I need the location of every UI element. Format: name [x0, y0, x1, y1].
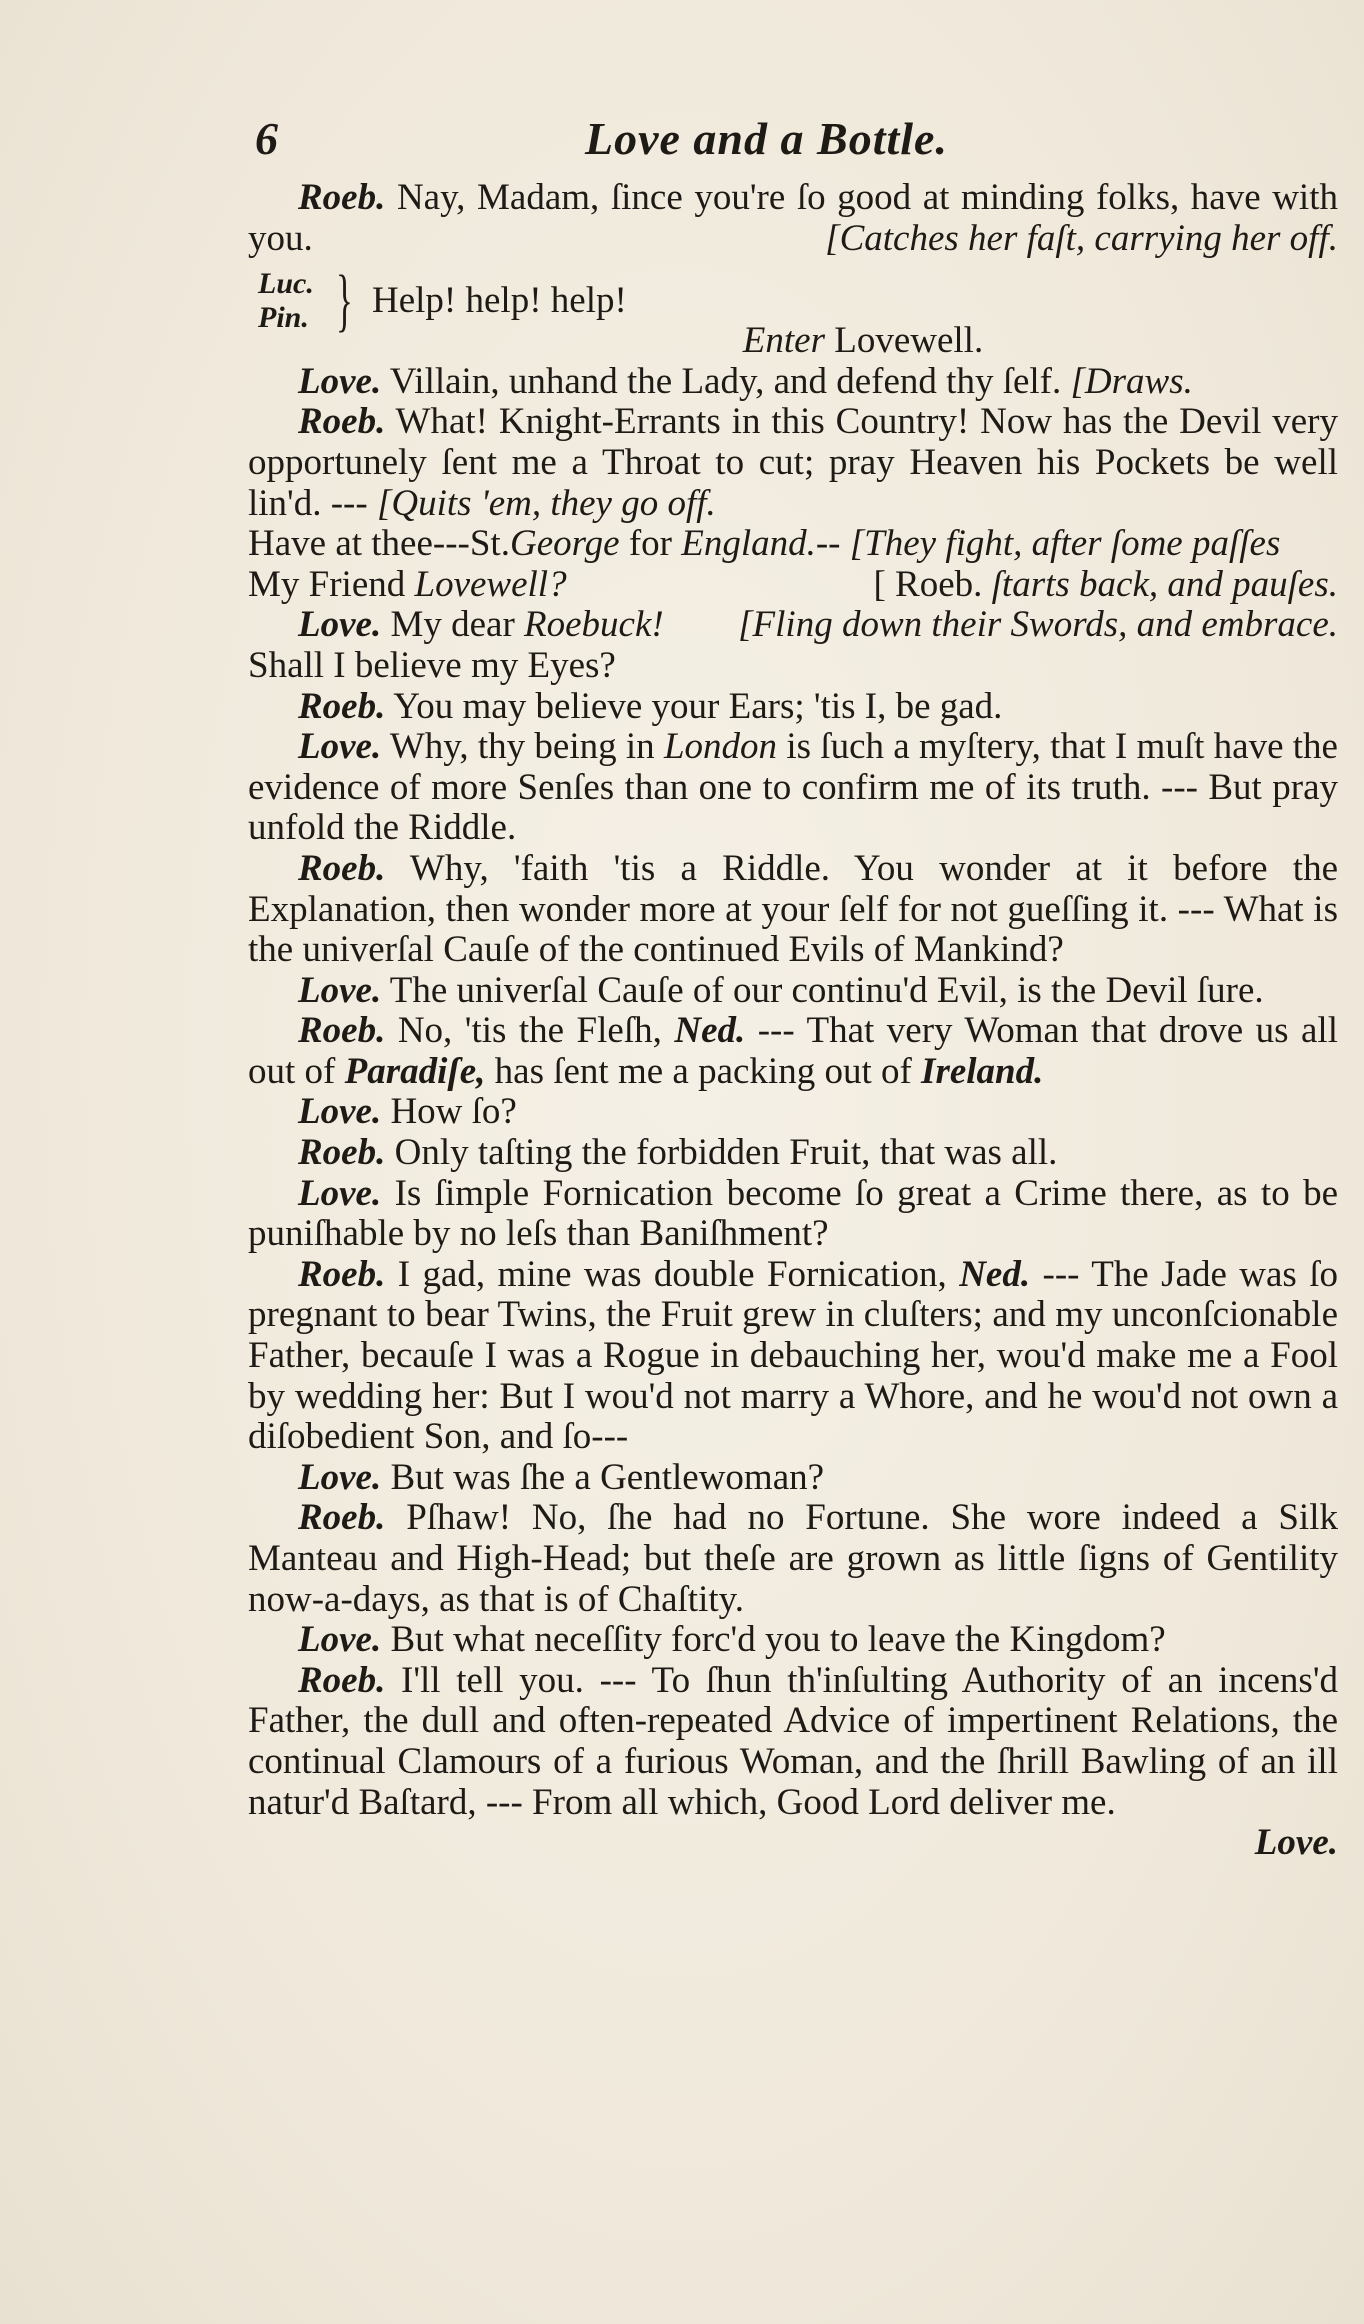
character-name: [ Roeb.	[873, 563, 983, 605]
dash: --	[815, 523, 841, 565]
speech	[248, 849, 1338, 971]
speech-text: Pſhaw! No, ſhe had no Fortune. She wore indeed a Silk Manteau and High-Head; but theſe are grown as little ſigns of Gentility now-a-days, as that is of Chaſtity.	[248, 1497, 1338, 1620]
speech	[248, 1011, 1338, 1092]
proper-name: Lovewell?	[414, 563, 567, 605]
speech-text: My dear	[381, 604, 525, 646]
speech	[248, 178, 1338, 259]
character-name: Lovewell.	[824, 320, 984, 362]
speech-text: Why, thy being in	[381, 726, 664, 768]
stage-direction: [Draws.	[1070, 360, 1193, 402]
speech-text: Help! help! help!	[372, 279, 627, 321]
stage-direction-text: ſtarts back, and pauſes.	[982, 563, 1338, 605]
speech-text: You may believe your Ears; 'tis I, be gad.	[385, 685, 1003, 727]
speech	[248, 687, 1338, 728]
speech-continued: Shall I believe my Eyes?	[248, 644, 616, 686]
speaker-name: Love.	[298, 1619, 382, 1661]
speaker-name: Love.	[298, 1091, 382, 1133]
proper-name: Ned.	[674, 1010, 746, 1052]
speech-text: is ſuch a myſtery, that I muſt have the evidence of more Senſes than one to confirm me of its truth. --- But pray unfold the Riddle.	[248, 726, 1338, 849]
speech	[248, 1498, 1338, 1620]
stage-direction: [They fight, after ſome paſſes	[849, 523, 1281, 565]
stage-direction-enter	[248, 321, 1338, 362]
speech-text: Villain, unhand the Lady, and defend thy ſelf.	[381, 360, 1062, 402]
speech	[248, 605, 1338, 646]
speaker-name: Luc.	[258, 267, 314, 301]
stage-direction: [Catches her faſt, carrying her off.	[825, 217, 1338, 259]
speaker-name: Love.	[298, 969, 382, 1011]
speaker-name: Love.	[298, 1456, 382, 1498]
page-number: 6	[255, 113, 278, 164]
speaker-name: Roeb.	[298, 1010, 386, 1052]
speech	[248, 362, 1338, 403]
speech-text: My Friend	[248, 563, 415, 605]
proper-name: George	[509, 523, 620, 565]
speech-continued	[248, 565, 1338, 606]
speech	[248, 402, 1338, 524]
speaker-name: Roeb.	[298, 1497, 386, 1539]
speech	[248, 1133, 1338, 1174]
speech-continued	[248, 524, 1338, 565]
speech-text: Only taſting the forbidden Fruit, that was all.	[385, 1132, 1058, 1174]
speech-text: Have at thee---St.	[248, 523, 510, 565]
speech	[248, 727, 1338, 849]
stage-direction: [Fling down their Swords, and embrace.	[738, 604, 1338, 646]
speech-text: has ſent me a packing out of	[485, 1050, 922, 1092]
speech	[248, 1255, 1338, 1458]
speech-text: --- That very Woman that drove us all out of	[248, 1010, 1338, 1092]
speech-text: Is ſimple Fornication become ſo great a Crime there, as to be puniſhable by no leſs than Baniſhment?	[248, 1172, 1338, 1255]
brace-speakers	[248, 267, 336, 335]
speech-text: But was ſhe a Gentlewoman?	[381, 1456, 825, 1498]
stage-direction: Enter	[742, 320, 825, 362]
speaker-name: Roeb.	[298, 1253, 386, 1295]
speaker-name: Love.	[298, 360, 382, 402]
stage-direction	[873, 565, 1338, 606]
brace-symbol: }	[336, 262, 353, 340]
proper-name: Roebuck!	[524, 604, 664, 646]
speech-text: How ſo?	[381, 1091, 517, 1133]
proper-name: London	[663, 726, 778, 768]
running-title: Love and a Bottle.	[585, 113, 948, 164]
speech	[248, 1092, 1338, 1133]
catchword: Love.	[1254, 1822, 1338, 1864]
speaker-name: Pin.	[258, 301, 309, 335]
stage-direction: [Quits 'em, they go off.	[376, 482, 716, 524]
speaker-name: Roeb.	[298, 1659, 386, 1701]
speaker-name: Roeb.	[298, 177, 386, 218]
speaker-name: Love.	[298, 604, 382, 646]
speech-text: Why, 'faith 'tis a Riddle. You wonder at it before the Explanation, then wonder more at your ſelf for not gueſſing it. --- What is the univerſal Cauſe of the continued Evils of Mankind?	[248, 847, 1338, 971]
speaker-name: Roeb.	[298, 1132, 386, 1174]
speech-text: No, 'tis the Fleſh,	[385, 1010, 675, 1052]
speech-text: --- The Jade was ſo pregnant to bear Twins, the Fruit grew in cluſters; and my unconſcionable Father, becauſe I was a Rogue in debauching her, wou'd make me a Fool by wedding her: But I wou'd not marry a Whore, and he wou'd not own a diſobedient Son, and ſo---	[248, 1253, 1338, 1458]
speech-text: for	[619, 523, 682, 565]
proper-name: England.	[681, 523, 816, 565]
speech	[248, 1661, 1338, 1823]
proper-name: Paradiſe,	[344, 1050, 486, 1092]
speech	[248, 1174, 1338, 1255]
body-text	[248, 178, 1338, 1864]
speech-text: I'll tell you. --- To ſhun th'inſulting Authority of an incens'd Father, the dull and often-repeated Advice of impertinent Relations, the continual Clamours of a furious Woman, and the ſhrill Bawling of an ill natur'd Baſtard, --- From all which, Good Lord deliver me.	[248, 1659, 1338, 1823]
speech	[248, 1620, 1338, 1661]
speech-text: But what neceſſity forc'd you to leave the Kingdom?	[381, 1619, 1166, 1661]
proper-name: Ned.	[959, 1253, 1031, 1295]
page-header	[255, 112, 1335, 182]
speaker-name: Roeb.	[298, 847, 386, 889]
speech	[248, 971, 1338, 1012]
speech	[248, 1458, 1338, 1499]
speech-text: The univerſal Cauſe of our continu'd Evil, is the Devil ſure.	[381, 969, 1264, 1011]
speaker-name: Roeb.	[298, 685, 386, 727]
speaker-name: Roeb.	[298, 401, 386, 443]
proper-name: Ireland.	[921, 1050, 1044, 1092]
speech-text: Nay, Madam, ſince you're ſo good at minding folks, have with you.	[248, 177, 1338, 259]
speaker-name: Love.	[298, 726, 382, 768]
speaker-name: Love.	[298, 1172, 382, 1214]
speech-text: What! Knight-Errants in this Country! Now has the Devil very opportunely ſent me a Throat to cut; pray Heaven his Pockets be well lin'd. ---	[248, 401, 1338, 524]
speech-text: I gad, mine was double Fornication,	[385, 1253, 960, 1295]
